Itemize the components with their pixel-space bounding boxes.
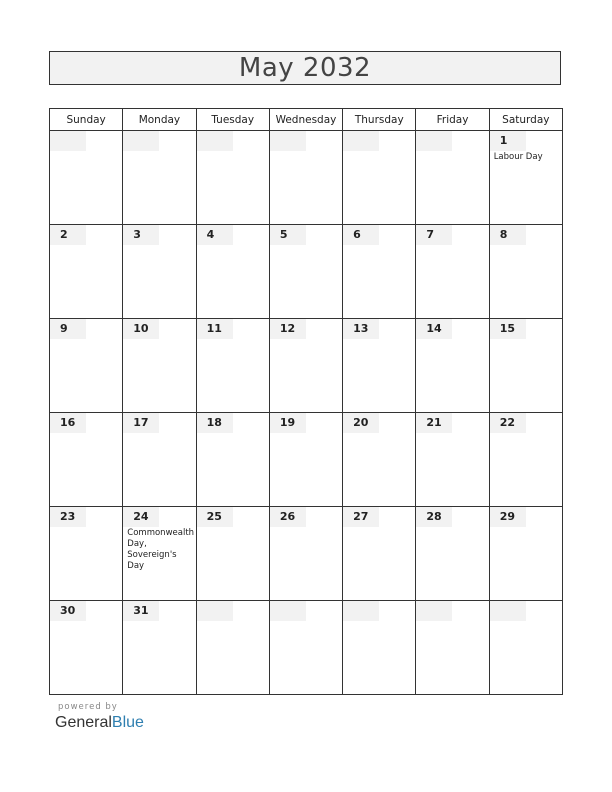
- weekday-header: Tuesday: [196, 109, 269, 131]
- day-number: [123, 131, 159, 151]
- footer: [55, 702, 144, 732]
- day-number: [270, 601, 306, 621]
- day-number: 7: [416, 225, 452, 245]
- day-cell: [343, 507, 416, 601]
- calendar-grid: [49, 108, 563, 695]
- day-number: 10: [123, 319, 159, 339]
- day-cell: [343, 413, 416, 507]
- day-number: 9: [50, 319, 86, 339]
- day-number: 8: [490, 225, 526, 245]
- day-number: 26: [270, 507, 306, 527]
- day-number: 21: [416, 413, 452, 433]
- day-cell: [196, 225, 269, 319]
- day-number: 14: [416, 319, 452, 339]
- weekday-header: Thursday: [343, 109, 416, 131]
- day-cell: [50, 413, 123, 507]
- day-number: 24: [123, 507, 159, 527]
- brand-logo: [55, 714, 144, 732]
- day-cell: [50, 225, 123, 319]
- day-number: 11: [197, 319, 233, 339]
- day-cell: [416, 601, 489, 695]
- day-cell: [416, 225, 489, 319]
- day-number: 3: [123, 225, 159, 245]
- weekday-header: Monday: [123, 109, 196, 131]
- day-cell: [343, 225, 416, 319]
- day-number: 18: [197, 413, 233, 433]
- weekday-header: Sunday: [50, 109, 123, 131]
- day-cell: [489, 601, 562, 695]
- day-number: 16: [50, 413, 86, 433]
- day-cell: [489, 319, 562, 413]
- day-cell: [50, 601, 123, 695]
- day-number: 1: [490, 131, 526, 151]
- day-cell: [196, 601, 269, 695]
- day-number: 19: [270, 413, 306, 433]
- day-number: [416, 601, 452, 621]
- day-number: [490, 601, 526, 621]
- day-number: 15: [490, 319, 526, 339]
- day-number: 5: [270, 225, 306, 245]
- weekday-header: Wednesday: [269, 109, 342, 131]
- day-cell: [343, 601, 416, 695]
- day-cell: [489, 131, 562, 225]
- day-number: 4: [197, 225, 233, 245]
- day-number: 27: [343, 507, 379, 527]
- weekday-header-row: [50, 109, 563, 131]
- day-number: [343, 131, 379, 151]
- day-number: 23: [50, 507, 86, 527]
- day-number: 31: [123, 601, 159, 621]
- day-number: 20: [343, 413, 379, 433]
- day-cell: [489, 225, 562, 319]
- day-cell: [123, 131, 196, 225]
- day-number: 6: [343, 225, 379, 245]
- calendar-title-box: [49, 51, 561, 85]
- day-cell: [269, 413, 342, 507]
- day-cell: [343, 131, 416, 225]
- weekday-header: Saturday: [489, 109, 562, 131]
- day-number: [270, 131, 306, 151]
- day-cell: [489, 507, 562, 601]
- brand-blue: Blue: [111, 714, 144, 731]
- brand-general: General: [55, 714, 112, 731]
- week-row: [50, 413, 563, 507]
- week-row: [50, 131, 563, 225]
- day-number: 13: [343, 319, 379, 339]
- day-cell: [123, 507, 196, 601]
- day-cell: [269, 601, 342, 695]
- day-cell: [269, 131, 342, 225]
- day-number: [343, 601, 379, 621]
- day-cell: [50, 507, 123, 601]
- day-cell: [196, 413, 269, 507]
- week-row: [50, 225, 563, 319]
- day-number: 2: [50, 225, 86, 245]
- powered-by-text: powered by: [58, 702, 118, 712]
- day-number: [197, 131, 233, 151]
- day-cell: [196, 131, 269, 225]
- day-number: 17: [123, 413, 159, 433]
- week-row: [50, 507, 563, 601]
- day-cell: [416, 319, 489, 413]
- week-row: [50, 601, 563, 695]
- day-cell: [416, 131, 489, 225]
- day-number: 30: [50, 601, 86, 621]
- calendar-title: May 2032: [238, 53, 372, 83]
- day-number: [416, 131, 452, 151]
- day-cell: [269, 507, 342, 601]
- week-row: [50, 319, 563, 413]
- holiday-label: Commonwealth Day, Sovereign's Day: [127, 528, 195, 571]
- day-cell: [123, 601, 196, 695]
- day-number: 28: [416, 507, 452, 527]
- day-cell: [50, 131, 123, 225]
- day-number: 12: [270, 319, 306, 339]
- day-cell: [123, 319, 196, 413]
- day-cell: [269, 225, 342, 319]
- holiday-label: Labour Day: [493, 152, 543, 162]
- day-number: 25: [197, 507, 233, 527]
- day-number: 29: [490, 507, 526, 527]
- day-cell: [123, 413, 196, 507]
- day-cell: [489, 413, 562, 507]
- day-number: 22: [490, 413, 526, 433]
- day-cell: [50, 319, 123, 413]
- day-cell: [196, 507, 269, 601]
- day-cell: [343, 319, 416, 413]
- day-cell: [416, 507, 489, 601]
- day-number: [50, 131, 86, 151]
- day-cell: [196, 319, 269, 413]
- weekday-header: Friday: [416, 109, 489, 131]
- day-cell: [416, 413, 489, 507]
- day-cell: [123, 225, 196, 319]
- day-cell: [269, 319, 342, 413]
- day-number: [197, 601, 233, 621]
